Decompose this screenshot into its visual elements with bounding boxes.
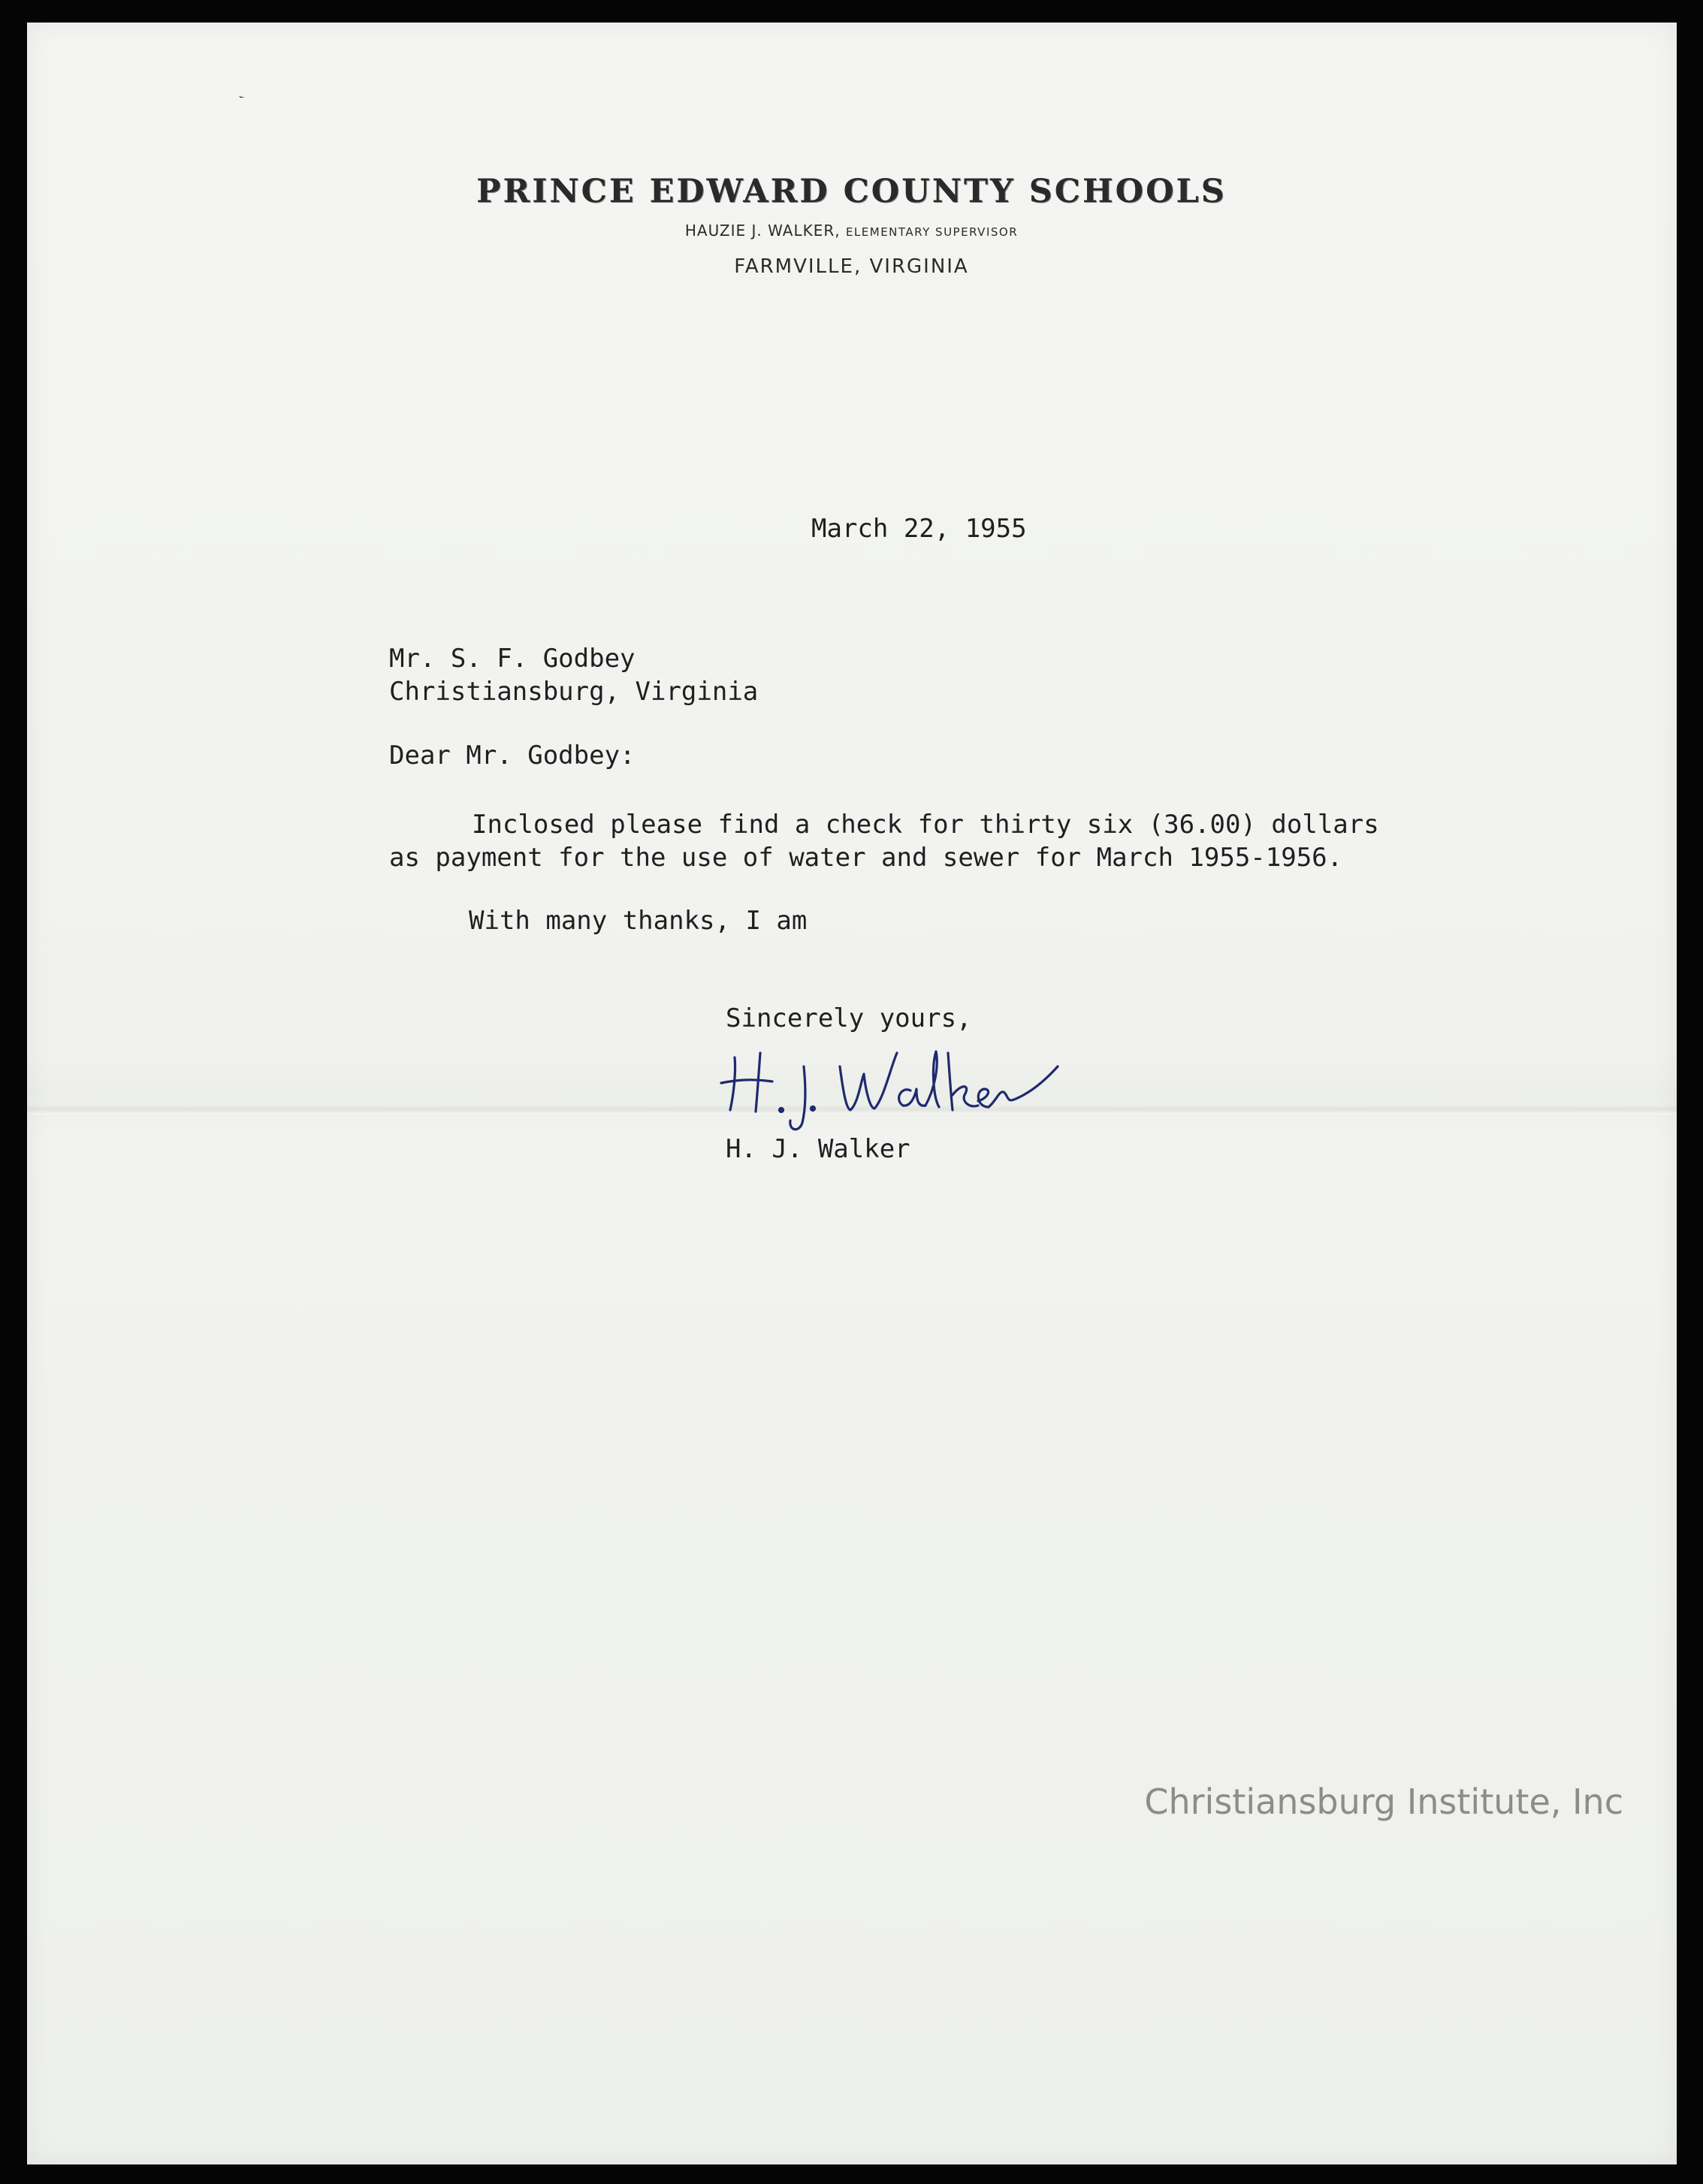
typed-signature-name: H. J. Walker — [726, 1134, 910, 1164]
recipient-name: Mr. S. F. Godbey — [389, 644, 636, 674]
letter-date: March 22, 1955 — [811, 514, 1027, 544]
salutation: Dear Mr. Godbey: — [389, 741, 636, 771]
supervisor-role: ELEMENTARY SUPERVISOR — [845, 225, 1019, 239]
ink-specks — [203, 68, 293, 98]
handwritten-signature — [714, 1036, 1089, 1134]
closing-line: With many thanks, I am — [469, 906, 808, 936]
body-line-2: as payment for the use of water and sewer for March 1955-1956. — [389, 843, 1343, 873]
letterhead-supervisor — [0, 222, 1703, 240]
body-line-1: Inclosed please find a check for thirty six (36.00) dollars — [472, 810, 1379, 840]
letterhead-title: PRINCE EDWARD COUNTY SCHOOLS — [476, 173, 1227, 210]
recipient-address: Christiansburg, Virginia — [389, 677, 759, 707]
letterhead-location: FARMVILLE, VIRGINIA — [734, 255, 969, 278]
supervisor-name: HAUZIE J. WALKER, — [684, 222, 841, 240]
archive-watermark: Christiansburg Institute, Inc — [1144, 1781, 1623, 1822]
valediction: Sincerely yours, — [726, 1003, 972, 1033]
